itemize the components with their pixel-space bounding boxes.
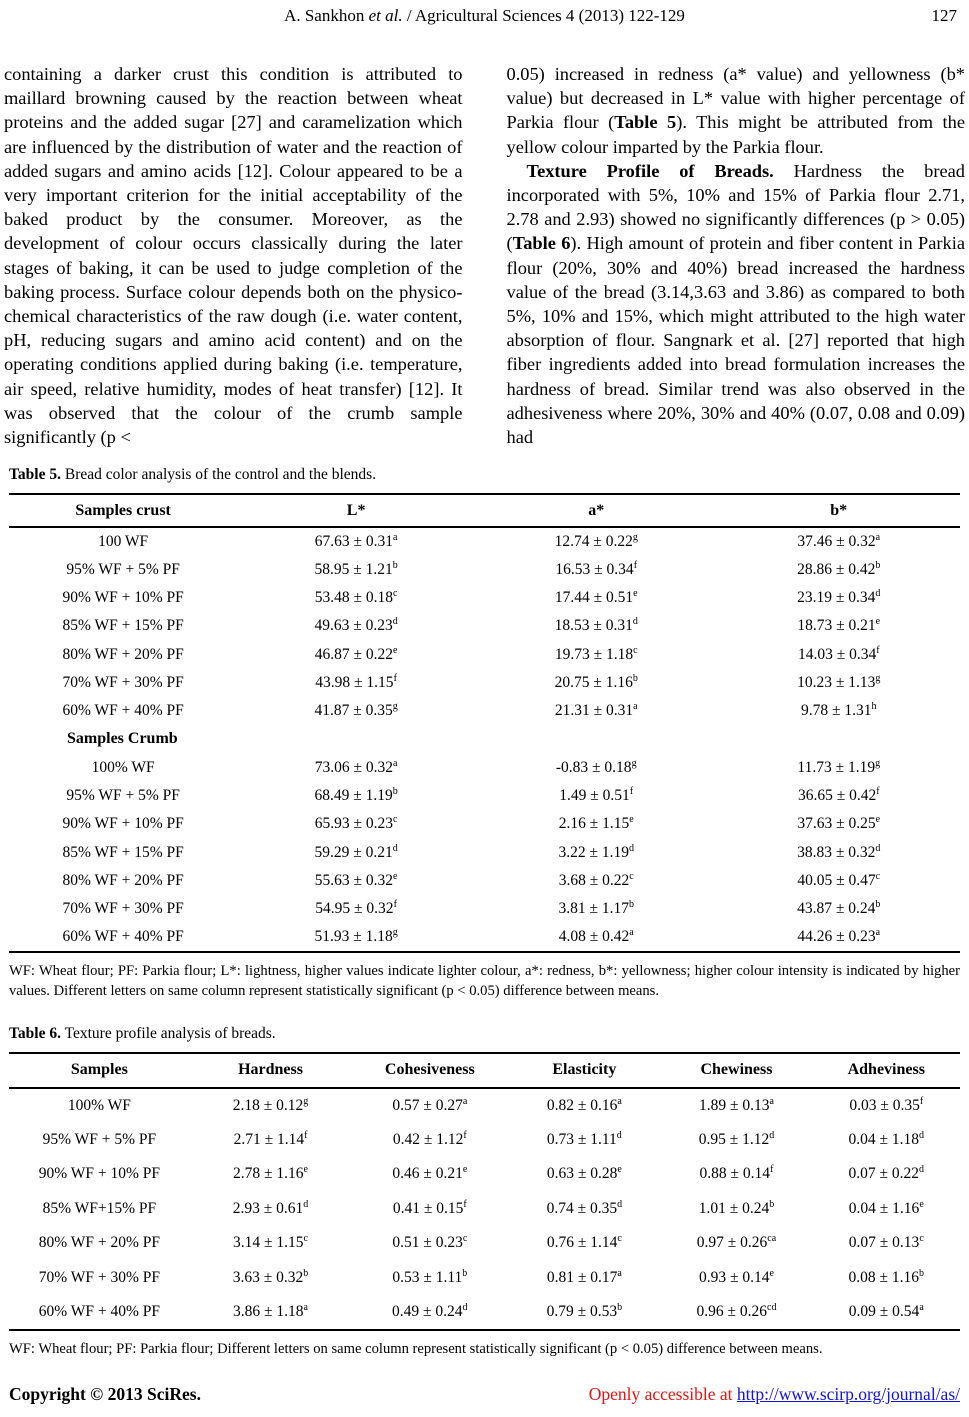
- value-cell: 2.71 ± 1.14$^f$: [233, 1129, 308, 1148]
- column-header: Samples: [9, 1053, 190, 1088]
- significance-letter: e: [393, 870, 398, 882]
- section-row: [9, 725, 960, 753]
- significance-letter: a: [462, 1095, 468, 1107]
- value-cell: 3.14 ± 1.15$^c$: [233, 1233, 308, 1252]
- table5-footnote: WF: Wheat flour; PF: Parkia flour; L*: lightness, higher values indicate lighter colour, a*: redness, b*: yellowness; higher colour intensity is indicated by higher values. Different letters on same column represent statistically significant (p < 0.05) difference between means.: [9, 962, 960, 999]
- copyright-notice: Copyright © 2013 SciRes.: [9, 1384, 201, 1404]
- significance-letter: g: [875, 757, 881, 769]
- significance-letter: f: [393, 672, 397, 684]
- value-cell: 40.05 ± 0.47$^c$: [797, 870, 881, 889]
- table-row: [9, 697, 960, 725]
- value-cell: 0.41 ± 0.15$^f$: [392, 1198, 467, 1217]
- significance-letter: f: [876, 785, 880, 797]
- value-cell: 2.93 ± 0.61$^d$: [232, 1198, 309, 1217]
- significance-letter: c: [633, 644, 638, 656]
- value-cell: 0.82 ± 0.16$^a$: [546, 1095, 622, 1114]
- significance-letter: d: [769, 1129, 775, 1141]
- value-cell: 3.86 ± 1.18$^a$: [233, 1301, 308, 1321]
- sample-label: 80% WF + 20% PF: [62, 871, 184, 889]
- significance-letter: a: [617, 1267, 622, 1279]
- value-cell: 1.49 ± 0.51$^f$: [559, 785, 634, 805]
- table-row: [9, 923, 960, 951]
- value-cell: 16.53 ± 0.34$^f$: [555, 559, 638, 578]
- value-cell: 0.04 ± 1.16$^e$: [848, 1198, 924, 1217]
- sample-label: 60% WF + 40% PF: [62, 928, 184, 946]
- sample-label: 60% WF + 40% PF: [38, 1303, 160, 1321]
- column-header: Cohesiveness: [351, 1053, 508, 1088]
- significance-letter: b: [303, 1267, 309, 1279]
- value-cell: 44.26 ± 0.23$^a$: [797, 926, 881, 946]
- value-cell: 55.63 ± 0.32$^e$: [314, 870, 398, 889]
- significance-letter: g: [875, 672, 881, 684]
- column-header: Samples crust: [9, 494, 237, 527]
- table-row: [9, 1088, 960, 1123]
- significance-letter: b: [392, 785, 398, 797]
- table-row: [9, 1226, 960, 1261]
- value-cell: 68.49 ± 1.19$^b$: [314, 785, 398, 805]
- significance-letter: e: [462, 1164, 468, 1176]
- significance-letter: h: [871, 701, 877, 713]
- table-row: [9, 669, 960, 697]
- significance-letter: a: [875, 926, 881, 938]
- significance-letter: b: [617, 1301, 623, 1313]
- significance-letter: f: [463, 1129, 467, 1141]
- column-header: Adheviness: [813, 1053, 960, 1088]
- sample-label: 70% WF + 30% PF: [38, 1268, 160, 1286]
- table6-footnote: WF: Wheat flour; PF: Parkia flour; Different letters on same column represent statistically significant (p < 0.05) difference between means.: [9, 1340, 823, 1357]
- table5-bread-color-analysis: [9, 493, 960, 952]
- value-cell: 0.57 ± 0.27$^a$: [392, 1095, 468, 1114]
- sample-label: 85% WF + 15% PF: [62, 843, 184, 861]
- right-column: [507, 62, 966, 449]
- value-cell: 51.93 ± 1.18$^g$: [314, 926, 398, 946]
- table-row: [9, 1261, 960, 1296]
- sample-label: 85% WF + 15% PF: [62, 617, 184, 635]
- value-cell: 0.51 ± 0.23$^c$: [392, 1233, 468, 1252]
- value-cell: 38.83 ± 0.32$^d$: [797, 842, 881, 861]
- value-cell: 10.23 ± 1.13$^g$: [797, 672, 881, 691]
- significance-letter: c: [629, 870, 634, 882]
- value-cell: 73.06 ± 0.32$^a$: [314, 757, 398, 776]
- significance-letter: b: [875, 899, 881, 911]
- significance-letter: f: [770, 1164, 774, 1176]
- table-row: [9, 1191, 960, 1226]
- value-cell: 0.46 ± 0.21$^e$: [392, 1164, 468, 1183]
- significance-letter: e: [629, 814, 634, 826]
- value-cell: 0.95 ± 1.12$^d$: [698, 1129, 775, 1148]
- significance-letter: d: [875, 587, 881, 599]
- significance-letter: f: [919, 1095, 924, 1107]
- value-cell: 0.96 ± 0.26$^{cd}$: [696, 1301, 777, 1321]
- significance-letter: e: [875, 616, 881, 628]
- value-cell: 0.07 ± 0.13$^c$: [848, 1233, 924, 1252]
- section-label: Samples Crumb: [67, 730, 178, 748]
- value-cell: 0.63 ± 0.28$^e$: [546, 1164, 622, 1183]
- text-segment: Table 6: [512, 233, 571, 254]
- sample-label: 90% WF + 10% PF: [62, 588, 184, 606]
- table5-header: [9, 494, 960, 527]
- value-cell: 49.63 ± 0.23$^d$: [314, 616, 398, 635]
- significance-letter: f: [304, 1129, 308, 1141]
- significance-letter: e: [919, 1198, 924, 1210]
- column-header: b*: [717, 494, 960, 527]
- significance-letter: c: [919, 1233, 924, 1245]
- significance-letter: e: [617, 1164, 622, 1176]
- value-cell: 18.53 ± 0.31$^d$: [554, 616, 638, 635]
- value-cell: 37.46 ± 0.32$^a$: [797, 531, 881, 550]
- value-cell: 0.42 ± 1.12$^f$: [392, 1129, 467, 1148]
- significance-letter: e: [875, 814, 881, 826]
- significance-letter: a: [629, 926, 634, 938]
- value-cell: 0.76 ± 1.14$^c$: [546, 1233, 622, 1252]
- significance-letter: a: [393, 531, 398, 543]
- significance-letter: f: [463, 1198, 467, 1210]
- value-cell: 54.95 ± 0.32$^f$: [315, 899, 397, 918]
- significance-letter: c: [393, 587, 398, 599]
- significance-letter: ca: [767, 1233, 777, 1245]
- significance-letter: b: [462, 1267, 468, 1279]
- value-cell: 0.88 ± 0.14$^f$: [699, 1164, 774, 1183]
- significance-letter: b: [632, 672, 638, 684]
- table6-caption: [9, 1025, 960, 1043]
- table6-header: [9, 1053, 960, 1088]
- table-row: [9, 782, 960, 810]
- text-segment: Texture Profile of Breads.: [526, 160, 774, 181]
- value-cell: -0.83 ± 0.18$^g$: [555, 757, 637, 776]
- value-cell: 0.74 ± 0.35$^d$: [546, 1198, 623, 1217]
- value-cell: 23.19 ± 0.34$^d$: [797, 587, 881, 606]
- significance-letter: d: [392, 616, 398, 628]
- value-cell: 0.81 ± 0.17$^a$: [546, 1267, 622, 1286]
- value-cell: 65.93 ± 0.23$^c$: [314, 814, 398, 833]
- value-cell: 0.49 ± 0.24$^d$: [392, 1301, 468, 1321]
- significance-letter: f: [633, 559, 638, 571]
- page-number: 127: [931, 6, 957, 25]
- value-cell: 0.79 ± 0.53$^b$: [546, 1301, 623, 1321]
- significance-letter: d: [875, 842, 881, 854]
- value-cell: 19.73 ± 1.18$^c$: [554, 644, 638, 663]
- value-cell: 11.73 ± 1.19$^g$: [797, 757, 881, 776]
- table-row: [9, 810, 960, 838]
- text-segment: Table 5: [614, 112, 677, 133]
- value-cell: 0.04 ± 1.18$^d$: [848, 1129, 925, 1148]
- value-cell: 2.16 ± 1.15$^e$: [558, 814, 634, 833]
- table6-texture-profile: [9, 1052, 960, 1331]
- open-access-line: [589, 1384, 960, 1405]
- value-cell: 9.78 ± 1.31$^h$: [800, 701, 877, 720]
- value-cell: 4.08 ± 0.42$^a$: [558, 926, 634, 946]
- column-header: Elasticity: [508, 1053, 660, 1088]
- value-cell: 0.07 ± 0.22$^d$: [848, 1164, 925, 1183]
- value-cell: 0.53 ± 1.11$^b$: [392, 1267, 468, 1286]
- significance-letter: g: [392, 701, 398, 713]
- significance-letter: b: [392, 559, 398, 571]
- value-cell: 0.08 ± 1.16$^b$: [848, 1267, 925, 1286]
- value-cell: 12.74 ± 0.22$^g$: [554, 531, 638, 550]
- table-row: [9, 640, 960, 668]
- significance-letter: e: [303, 1164, 308, 1176]
- value-cell: 36.65 ± 0.42$^f$: [797, 785, 880, 805]
- significance-letter: f: [876, 644, 880, 656]
- significance-letter: e: [769, 1267, 774, 1279]
- table5-crumb-rows: [9, 754, 960, 952]
- table-header-row: [9, 1053, 960, 1088]
- significance-letter: b: [628, 899, 634, 911]
- paragraph-colour-discussion: containing a darker crust this condition is attributed to maillard browning caused by the reaction between wheat proteins and the added sugar [27] and caramelization which are influenced by the distribution of water and the reaction of added sugars and amino acids [12]. Colour appeared to be a very important criterion for the initial acceptability of the baked product by the consumer. Moreover, as the development of colour occurs classically during the later stages of baking, it can be used to judge completion of the baking process. Surface colour depends both on the physico-chemical characteristics of the raw dough (i.e. water content, pH, reducing sugars and amino acid content) and on the operating conditions applied during baking (i.e. temperature, air speed, relative humidity, modes of heat transfer) [12]. It was observed that the colour of the crumb sample significantly (p <: [4, 64, 463, 448]
- value-cell: 2.18 ± 0.12$^g$: [232, 1095, 309, 1114]
- value-cell: 0.03 ± 0.35$^f$: [849, 1095, 924, 1114]
- table5-caption-label: Table 5.: [9, 466, 61, 484]
- left-column: [4, 62, 463, 449]
- column-header: Hardness: [190, 1053, 352, 1088]
- value-cell: 3.81 ± 1.17$^b$: [558, 899, 634, 918]
- significance-letter: a: [919, 1301, 924, 1313]
- running-title: A. Sankhon et al. / Agricultural Sciences 4 (2013) 122-129: [284, 6, 685, 25]
- value-cell: 41.87 ± 0.35$^g$: [314, 701, 398, 720]
- table-row: [9, 839, 960, 867]
- value-cell: 43.98 ± 1.15$^f$: [315, 672, 397, 691]
- significance-letter: a: [393, 757, 398, 769]
- significance-letter: d: [632, 616, 638, 628]
- table-row: [9, 1157, 960, 1192]
- significance-letter: c: [875, 870, 881, 882]
- value-cell: 3.22 ± 1.19$^d$: [558, 842, 634, 861]
- significance-letter: c: [617, 1233, 622, 1245]
- value-cell: 3.63 ± 0.32$^b$: [232, 1267, 309, 1286]
- significance-letter: b: [919, 1267, 925, 1279]
- table-row: [9, 895, 960, 923]
- value-cell: 0.93 ± 0.14$^e$: [699, 1267, 774, 1286]
- table-row: [9, 612, 960, 640]
- paragraph-colour-results: 0.05) increased in redness (a* value) and yellowness (b* value) but decreased in L* value with higher percentage of Parkia flour (Table 5). This might be attributed from the yellow colour imparted by the Parkia flour.: [506, 64, 965, 157]
- table5-caption: [9, 466, 960, 484]
- significance-letter: a: [303, 1301, 308, 1313]
- paragraph-texture-profile: Texture Profile of Breads. Hardness the bread incorporated with 5%, 10% and 15% of Parkia flour 2.71, 2.78 and 2.93) showed no significantly differences (p > 0.05) (Table 6). High amount of protein and fiber content in Parkia flour (20%, 30% and 40%) bread increased the hardness value of the bread (3.14,3.63 and 3.86) as compared to both 5%, 10% and 15%, which might attributed to the high water absorption of flour. Sangnark et al. [27] reported that high fiber ingredients added into bread formulation increases the hardness of bread. Similar trend was also observed in the adhesiveness where 20%, 30% and 40% (0.07, 0.08 and 0.09) had: [506, 160, 965, 448]
- significance-letter: a: [769, 1095, 774, 1107]
- column-header: a*: [475, 494, 718, 527]
- table6-rows: [9, 1088, 960, 1330]
- significance-letter: g: [632, 531, 638, 543]
- significance-letter: d: [303, 1198, 309, 1210]
- significance-letter: d: [617, 1198, 623, 1210]
- significance-letter: g: [303, 1095, 309, 1107]
- table-row: [9, 527, 960, 555]
- value-cell: 18.73 ± 0.21$^e$: [797, 616, 881, 635]
- sample-label: 100% WF: [91, 758, 155, 776]
- significance-letter: a: [875, 531, 881, 543]
- value-cell: 0.09 ± 0.54$^a$: [848, 1301, 924, 1321]
- table-row: [9, 556, 960, 584]
- significance-letter: cd: [767, 1301, 777, 1313]
- sample-label: 95% WF + 5% PF: [42, 1130, 157, 1148]
- journal-link[interactable]: http://www.scirp.org/journal/as/: [736, 1384, 960, 1404]
- sample-label: 85% WF+15% PF: [42, 1199, 157, 1217]
- significance-letter: g: [392, 926, 398, 938]
- sample-label: 60% WF + 40% PF: [62, 702, 184, 720]
- text-segment: et al.: [368, 6, 403, 25]
- sample-label: 95% WF + 5% PF: [66, 560, 180, 578]
- table-row: [9, 754, 960, 782]
- significance-letter: g: [631, 757, 637, 769]
- significance-letter: d: [462, 1301, 468, 1313]
- table6-caption-label: Table 6.: [9, 1024, 61, 1042]
- value-cell: 59.29 ± 0.21$^d$: [314, 842, 398, 861]
- value-cell: 0.73 ± 1.11$^d$: [546, 1129, 622, 1148]
- sample-label: 95% WF + 5% PF: [66, 787, 180, 805]
- value-cell: 46.87 ± 0.22$^e$: [314, 644, 398, 663]
- table-row: [9, 1295, 960, 1330]
- significance-letter: f: [393, 899, 397, 911]
- value-cell: 67.63 ± 0.31$^a$: [314, 531, 398, 550]
- significance-letter: d: [919, 1164, 925, 1176]
- sample-label: 70% WF + 30% PF: [62, 900, 184, 918]
- value-cell: 58.95 ± 1.21$^b$: [314, 559, 398, 578]
- running-head: [4, 6, 965, 30]
- significance-letter: d: [628, 842, 634, 854]
- table5-crust-rows: [9, 527, 960, 725]
- value-cell: 28.86 ± 0.42$^b$: [797, 559, 881, 578]
- table-row: [9, 1122, 960, 1157]
- value-cell: 37.63 ± 0.25$^e$: [797, 814, 881, 833]
- table-row: [9, 584, 960, 612]
- sample-label: 80% WF + 20% PF: [62, 645, 184, 663]
- table5-section: [9, 725, 960, 753]
- table5-caption-text: Bread color analysis of the control and the blends.: [60, 466, 377, 484]
- value-cell: 43.87 ± 0.24$^b$: [797, 899, 881, 918]
- value-cell: 1.89 ± 0.13$^a$: [699, 1095, 774, 1114]
- significance-letter: c: [462, 1233, 468, 1245]
- sample-label: 100% WF: [67, 1096, 131, 1114]
- value-cell: 21.31 ± 0.31$^a$: [554, 701, 638, 720]
- sample-label: 80% WF + 20% PF: [38, 1234, 160, 1252]
- significance-letter: c: [393, 814, 398, 826]
- value-cell: 20.75 ± 1.16$^b$: [554, 672, 638, 691]
- significance-letter: a: [617, 1095, 622, 1107]
- value-cell: 14.03 ± 0.34$^f$: [797, 644, 880, 663]
- significance-letter: b: [769, 1198, 775, 1210]
- sample-label: 100 WF: [98, 532, 149, 550]
- column-header: Chewiness: [660, 1053, 812, 1088]
- table6-caption-text: Texture profile analysis of breads.: [60, 1024, 276, 1042]
- body-columns: [4, 62, 965, 449]
- column-header: L*: [237, 494, 475, 527]
- value-cell: 2.78 ± 1.16$^e$: [233, 1164, 308, 1183]
- value-cell: 3.68 ± 0.22$^c$: [558, 870, 634, 889]
- sample-label: 90% WF + 10% PF: [62, 815, 184, 833]
- significance-letter: d: [919, 1129, 925, 1141]
- significance-letter: b: [875, 559, 881, 571]
- table-row: [9, 867, 960, 895]
- value-cell: 53.48 ± 0.18$^c$: [314, 587, 398, 606]
- sample-label: 70% WF + 30% PF: [62, 673, 184, 691]
- significance-letter: e: [393, 644, 398, 656]
- significance-letter: d: [392, 842, 398, 854]
- significance-letter: c: [303, 1233, 308, 1245]
- significance-letter: d: [616, 1129, 622, 1141]
- sample-label: 90% WF + 10% PF: [38, 1165, 160, 1183]
- value-cell: 1.01 ± 0.24$^b$: [698, 1198, 775, 1217]
- open-access-text: Openly accessible at: [588, 1384, 737, 1404]
- value-cell: 0.97 ± 0.26$^{ca}$: [696, 1233, 777, 1252]
- table-header-row: [9, 494, 960, 527]
- value-cell: 17.44 ± 0.51$^e$: [554, 587, 638, 606]
- significance-letter: e: [633, 587, 638, 599]
- page-footer: [4, 1384, 965, 1405]
- significance-letter: a: [633, 701, 638, 713]
- significance-letter: f: [629, 785, 634, 797]
